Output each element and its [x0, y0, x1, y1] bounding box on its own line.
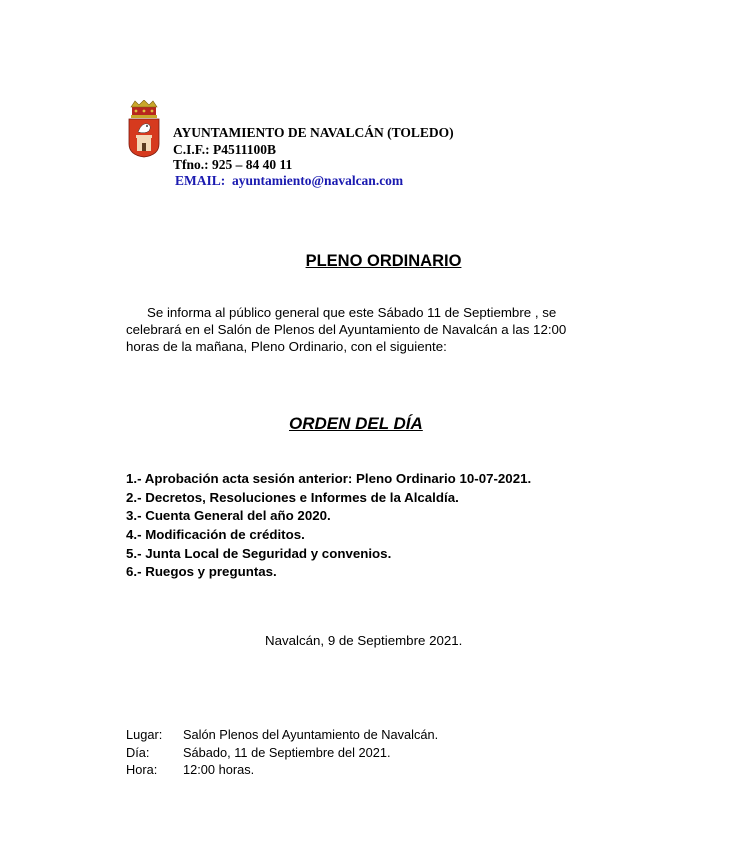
- coat-of-arms-icon: [126, 100, 162, 158]
- detail-row-day: [126, 744, 438, 762]
- detail-label: Día:: [126, 744, 150, 760]
- intro-line: horas de la mañana, Pleno Ordinario, con el siguiente:: [126, 339, 447, 354]
- phone-line: Tfno.: 925 – 84 40 11: [173, 157, 293, 172]
- agenda-list: [126, 470, 531, 582]
- email-label: EMAIL:: [175, 173, 226, 188]
- agenda-item: 2.- Decretos, Resoluciones e Informes de la Alcaldía.: [126, 489, 459, 505]
- agenda-item: 3.- Cuenta General del año 2020.: [126, 508, 331, 524]
- agenda-item: 6.- Ruegos y preguntas.: [126, 564, 277, 580]
- document-title: PLENO ORDINARIO: [305, 252, 462, 270]
- agenda-title: ORDEN DEL DÍA: [289, 414, 423, 433]
- detail-value: 12:00 horas.: [183, 762, 255, 777]
- cif-line: C.I.F.: P4511100B: [173, 142, 277, 157]
- agenda-item: 5.- Junta Local de Seguridad y convenios.: [126, 545, 392, 561]
- detail-label: Hora:: [126, 762, 158, 777]
- detail-row-place: [126, 726, 438, 744]
- agenda-item: 1.- Aprobación acta sesión anterior: Pleno Ordinario 10-07-2021.: [126, 471, 532, 486]
- detail-value: Sábado, 11 de Septiembre del 2021.: [183, 744, 391, 760]
- intro-line: Se informa al público general que este Sábado 11 de Septiembre , se: [147, 305, 557, 320]
- meeting-details: [126, 726, 438, 779]
- intro-line: celebrará en el Salón de Plenos del Ayuntamiento de Navalcán a las 12:00: [126, 322, 567, 337]
- org-name: AYUNTAMIENTO DE NAVALCÁN (TOLEDO): [173, 125, 454, 140]
- agenda-item: 4.- Modificación de créditos.: [126, 527, 305, 543]
- place-date: Navalcán, 9 de Septiembre 2021.: [265, 633, 463, 648]
- email-link[interactable]: ayuntamiento@navalcan.com: [232, 173, 404, 188]
- intro-paragraph: [126, 304, 606, 355]
- detail-label: Lugar:: [126, 727, 163, 742]
- email-line: [175, 172, 403, 189]
- detail-row-time: [126, 761, 438, 779]
- detail-value: Salón Plenos del Ayuntamiento de Navalcán.: [183, 727, 439, 742]
